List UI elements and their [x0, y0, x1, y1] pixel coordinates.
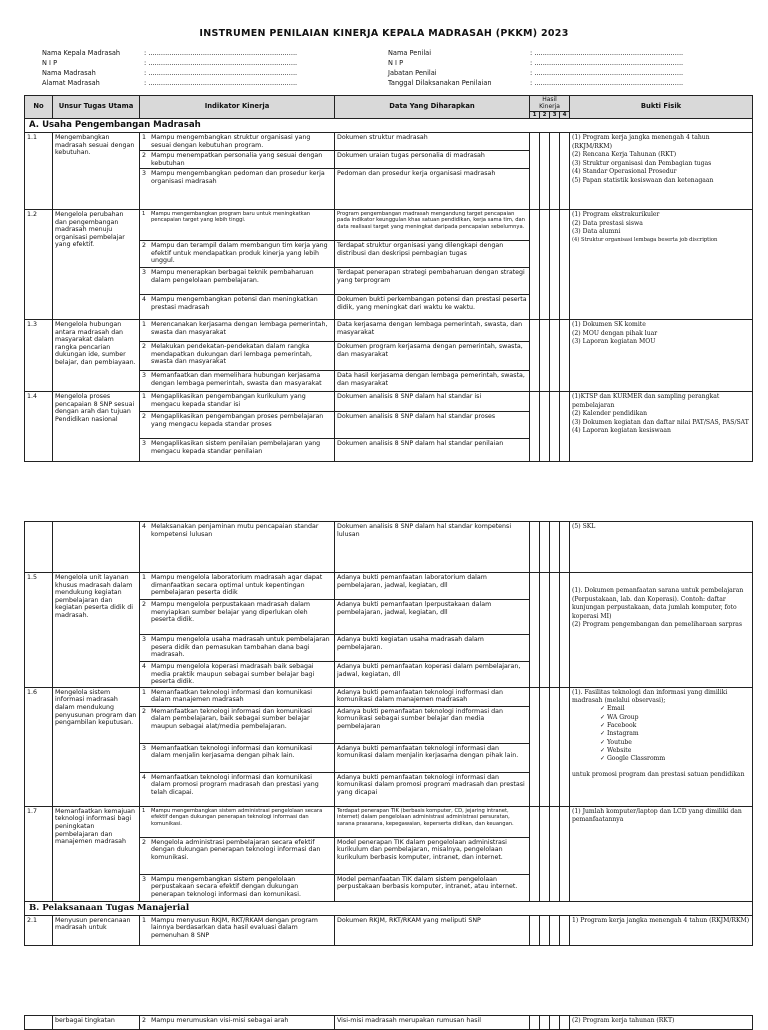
- section-a-heading: A. Usaha Pengembangan Madrasah: [25, 119, 753, 133]
- bukti-cell: (1). Fasilitas teknologi dan informasi yang dimiliki madrasah (melalui observasi); ✓ Email ✓ WA Group ✓ Facebook ✓ Instagram ✓ Youtube ✓ Website ✓ Google Classromm untuk promosi program dan prestasi satuan pendidikan: [570, 687, 753, 806]
- section-b-heading: B. Pelaksanaan Tugas Manajerial: [25, 901, 753, 915]
- media-list: ✓ Email ✓ WA Group ✓ Facebook ✓ Instagram ✓ Youtube ✓ Website ✓ Google Classromm: [600, 705, 750, 763]
- row-number: 1.6: [25, 687, 53, 806]
- row-number: 2.1: [25, 915, 53, 945]
- unsur-cell: Mengelola perubahan dan pengembangan madrasah menuju organisasi pembelajar yang efektif.: [53, 210, 140, 320]
- bukti-cell: (1)KTSP dan KURMER dan sampling perangkat pembelajaran (2) Kalender pendidikan (3) Dokumen kegiatan dan daftar nilai PAT/SAS, PAS/SAT (4) Laporan kegiatan kesiswaan: [570, 392, 753, 462]
- unsur-cell: Mengelola proses pencapaian 8 SNP sesuai dengan arah dan tujuan Pendidikan nasional: [53, 392, 140, 462]
- identity-row: Tanggal Dilaksanakan Penilaian : .......................................................................: [388, 79, 684, 87]
- bukti-cell: (1). Dokumen pemanfaatan sarana untuk pembelajaran (Perpustakaan, lab. dan Koperasi). Contoh: daftar kunjungan perpustakaan, data jumlah komputer, foto koperasi MI) (2) Program pengembangan dan pemeliharaan sarpras: [570, 573, 753, 688]
- data-cell: Dokumen struktur madrasah Dokumen uraian tugas personalia di madrasah Pedoman dan prosedur kerja organisasi madrasah: [335, 133, 530, 210]
- col-hasil: Hasil Kinerja: [530, 96, 570, 112]
- table-row: [25, 133, 753, 210]
- table-row: [25, 573, 753, 688]
- table-row: [25, 210, 753, 320]
- unsur-cell: Menyusun perencanaan madrasah untuk: [53, 915, 140, 945]
- table-row: [25, 915, 753, 945]
- row-number: 1.7: [25, 806, 53, 901]
- table-row: [25, 806, 753, 901]
- identity-row: N I P : .......................................................................: [388, 59, 684, 67]
- table-row: [25, 320, 753, 392]
- col-no: No: [25, 96, 53, 119]
- score-4: 4: [560, 112, 570, 119]
- unsur-cell: berbagai tingkatan: [53, 1016, 140, 1030]
- data-cell: Dokumen analisis 8 SNP dalam hal standar kompetensi lulusan: [335, 522, 530, 573]
- unsur-cell: Memanfaatkan kemajuan teknologi informasi bagi peningkatan pembelajaran dan manajemen madrasah: [53, 806, 140, 901]
- data-cell: Program pengembangan madrasah mengandung target pencapaian pada indikator keunggulan khas satuan pendidikan, kerja sama tim, dan data realisasi target yang meningkat daripada pencapaian sebelumnya. Terdapat struktur organisasi yang dilengkapi dengan distribusi dan deskripsi pembagian tugas Terdapat penerapan strategi pembaharuan dengan strategi yang terprogram Dokumen bukti perkembangan potensi dan prestasi peserta didik, yang meningkat dari waktu ke waktu.: [335, 210, 530, 320]
- bukti-cell: (1) Jumlah komputer/laptop dan LCD yang dimiliki dan pemanfaatannya: [570, 806, 753, 901]
- bukti-cell: (1) Program kerja jangka menengah 4 tahun (RKJM/RKM) (2) Rencana Kerja Tahunan (RKT) (3) Struktur organisasi dan Pembagian tugas (4) Standar Operasional Prosedur (5) Papan statistik kesiswaan dan ketenagaan: [570, 133, 753, 210]
- data-cell: Dokumen RKJM, RKT/RKAM yang meliputi SNP: [335, 915, 530, 945]
- row-number: 1.2: [25, 210, 53, 320]
- indikator-cell: 4 Melaksanakan penjaminan mutu pencapaian standar kompetensi lulusan: [140, 522, 335, 573]
- unsur-cell: Mengelola sistem informasi madrasah dalam mendukung penyusunan program dan pengambilan keputusan.: [53, 687, 140, 806]
- score-2: 2: [540, 112, 550, 119]
- table-row: [25, 392, 753, 462]
- row-number: 1.1: [25, 133, 53, 210]
- identity-row: Nama Madrasah : .......................................................................: [42, 69, 298, 77]
- document-title: INSTRUMEN PENILAIAN KINERJA KEPALA MADRASAH (PKKM) 2023: [199, 28, 569, 39]
- data-cell: Dokumen analisis 8 SNP dalam hal standar isi Dokumen analisis 8 SNP dalam hal standar proses Dokumen analisis 8 SNP dalam hal standar penilaian: [335, 392, 530, 462]
- identity-row: Alamat Madrasah : .......................................................................: [42, 79, 298, 87]
- assessment-table-page-1: [24, 95, 753, 462]
- table-row: [25, 522, 753, 573]
- unsur-cell: Mengelola hubungan antara madrasah dan masyarakat dalam rangka pencarian dukungan ide, sumber belajar, dan pembiayaan.: [53, 320, 140, 392]
- score-3: 3: [550, 112, 560, 119]
- bukti-cell: 1) Program kerja jangka menengah 4 tahun (RKJM/RKM): [570, 915, 753, 945]
- unsur-cell: Mengelola unit layanan khusus madrasah dalam mendukung kegiatan pembelajaran dan kegiatan peserta didik di madrasah.: [53, 573, 140, 688]
- col-indikator: Indikator Kinerja: [140, 96, 335, 119]
- identity-row: Nama Penilai : .......................................................................: [388, 49, 684, 57]
- indikator-cell: 1 Memanfaatkan teknologi informasi dan komunikasi dalam manajemen madrasah 2 Memanfaatkan teknologi informasi dan komunikasi dalam pembelajaran, baik sebagai sumber belajar maupun sebagai alat/media pembelajaran. 3 Memanfaatkan teknologi informasi dan komunikasi dalam menjalin kerjasama dengan pihak lain. 4 Memanfaatkan teknologi informasi dan komunikasi dalam promosi program madrasah dan prestasi yang telah dicapai.: [140, 687, 335, 806]
- assessment-table-page-2: [24, 521, 753, 946]
- row-number: 1.4: [25, 392, 53, 462]
- page-1: [0, 0, 768, 482]
- identity-row: Jabatan Penilai : .......................................................................: [388, 69, 684, 77]
- col-data: Data Yang Diharapkan: [335, 96, 530, 119]
- data-cell: Adanya bukti pemanfaatan teknologi indformasi dan komunikasi dalam manajemen madrasah Adanya bukti pemanfaatan teknologi indformasi dan komunikasi sebagai sumber belajar dan media pembelajaran Adanya bukti pemanfaatan teknologi informasi dan komunikasi dalam menjalin kerjasama dengan pihak lain. Adanya bukti pemanfaatan teknologi informasi dan komunikasi dalam promosi program madrasah dan prestasi yang dicapai: [335, 687, 530, 806]
- indikator-cell: 1 Mengaplikasikan pengembangan kurikulum yang mengacu kepada standar isi 2 Mengaplikasikan pengembangan proses pembelajaran yang mengacu kepada standar proses 3 Mengaplikasikan sistem penilaian pembelajaran yang mengacu kepada standar penilaian: [140, 392, 335, 462]
- bukti-cell: (5) SKL: [570, 522, 753, 573]
- indikator-cell: 1 Mampu mengelola laboratorium madrasah agar dapat dimanfaatkan secara optimal untuk kepentingan pembelajaran peserta didik 2 Mampu mengelola perpustakaan madrasah dalam menyiapkan sumber belajar yang diperlukan oleh peserta didik. 3 Mampu mengelola usaha madrasah untuk pembelajaran pesera didik dan pemasukan tambahan dana bagi madrasah. 4 Mampu mengelola koperasi madrasah baik sebagai media praktik maupun sebagai sumber belajar bagi peserta didik.: [140, 573, 335, 688]
- col-bukti: Bukti Fisik: [570, 96, 753, 119]
- table-row: [25, 687, 753, 806]
- bukti-cell: (2) Program kerja tahunan (RKT): [570, 1016, 753, 1030]
- data-cell: Terdapat penerapan TIK (berbasis komputer, CD, jejaring intranet, internet) dalam pengelolaan administrasi administrasi persuratan, sarana prasarana, kepegawaian, keperserta didikan, dan keuangan. Model penerapan TIK dalam pengelolaan administrasi kurikulum dan pembelajaran, misalnya, pengelolaan kurikulum berbasis komputer, intranet, dan internet. Model pemanfaatan TIK dalam sistem pengelolaan perpustakaan berbasis komputer, intranet, atau internet.: [335, 806, 530, 901]
- col-unsur: Unsur Tugas Utama: [53, 96, 140, 119]
- assessment-table-page-3: [24, 1015, 753, 1030]
- indikator-cell: 2 Mampu merumuskan visi-misi sebagai arah: [140, 1016, 335, 1030]
- table-row: [25, 1016, 753, 1030]
- indikator-cell: 1 Mampu menyusun RKJM, RKT/RKAM dengan program lainnya berdasarkan data hasil evaluasi dalam pemenuhan 8 SNP: [140, 915, 335, 945]
- indikator-cell: 1 Mampu mengembangkan sistem administrasi pengelolaan secara efektif dengan dukungan penerapan teknologi informasi dan komunikasi. 2 Mengelola administrasi pembelajaran secara efektif dengan dukungan penerapan teknologi informasi dan komunikasi. 3 Mampu mengembangkan sistem pengelolaan perpustakaan secara efektif dengan dukungan penerapan teknologi informasi dan komunikasi.: [140, 806, 335, 901]
- bukti-cell: (1) Program ekstrakurikuler (2) Data prestasi siswa (3) Data alumni (4) Struktur organisasi lembaga beserta job discription: [570, 210, 753, 320]
- indikator-cell: 1 Mampu mengembangkan program baru untuk meningkatkan pencapaian target yang lebih tinggi. 2 Mampu dan terampil dalam membangun tim kerja yang efektif untuk mendapatkan produk kinerja yang lebih unggul. 3 Mampu menerapkan berbagai teknik pembaharuan dalam pengelolaan pembelajaran. 4 Mampu mengembangkan potensi dan meningkatkan prestasi madrasah: [140, 210, 335, 320]
- data-cell: Data kerjasama dengan lembaga pemerintah, swasta, dan masyarakat Dokumen program kerjasama dengan pemerintah, swasta, dan masyarakat Data hasil kerjasama dengan lembaga pemerintah, swasta, dan masyarakat: [335, 320, 530, 392]
- bukti-cell: (1) Dokumen SK komite (2) MOU dengan pihak luar (3) Laporan kegiatan MOU: [570, 320, 753, 392]
- unsur-cell: Mengembangkan madrasah sesuai dengan kebutuhan.: [53, 133, 140, 210]
- identity-row: Nama Kepala Madrasah : .......................................................................: [42, 49, 298, 57]
- data-cell: Adanya bukti pemanfaatan laboratorium dalam pembelajaran, jadwal, kegiatan, dll Adanya bukti pemanfaatan lperpustakaan dalam pembelajaran, jadwal, kegiatan, dll Adanya bukti kegiatan usaha madrasah dalam pembelajaran. Adanya bukti pemanfaatan koperasi dalam pembelajaran, jadwal, kegiatan, dll: [335, 573, 530, 688]
- row-number: 1.3: [25, 320, 53, 392]
- score-1: 1: [530, 112, 540, 119]
- page-3: [0, 1010, 768, 1024]
- indikator-cell: 1 Mampu mengembangkan struktur organisasi yang sesuai dengan kebutuhan program. 2 Mampu menempatkan personalia yang sesuai dengan kebutuhan 3 Mampu mengembangkan pedoman dan prosedur kerja organisasi madrasah: [140, 133, 335, 210]
- data-cell: Visi-misi madrasah merupakan rumusan hasil: [335, 1016, 530, 1030]
- identity-row: N I P : .......................................................................: [42, 59, 298, 67]
- indikator-cell: 1 Merencanakan kerjasama dengan lembaga pemerintah, swasta dan masyarakat 2 Melakukan pendekatan-pendekatan dalam rangka mendapatkan dukungan dari lembaga pemerintah, swasta dan masyarakat 3 Memanfaatkan dan memelihara hubungan kerjasama dengan lembaga pemerintah, swasta dan masyarakat: [140, 320, 335, 392]
- row-number: 1.5: [25, 573, 53, 688]
- page-2: [0, 500, 768, 960]
